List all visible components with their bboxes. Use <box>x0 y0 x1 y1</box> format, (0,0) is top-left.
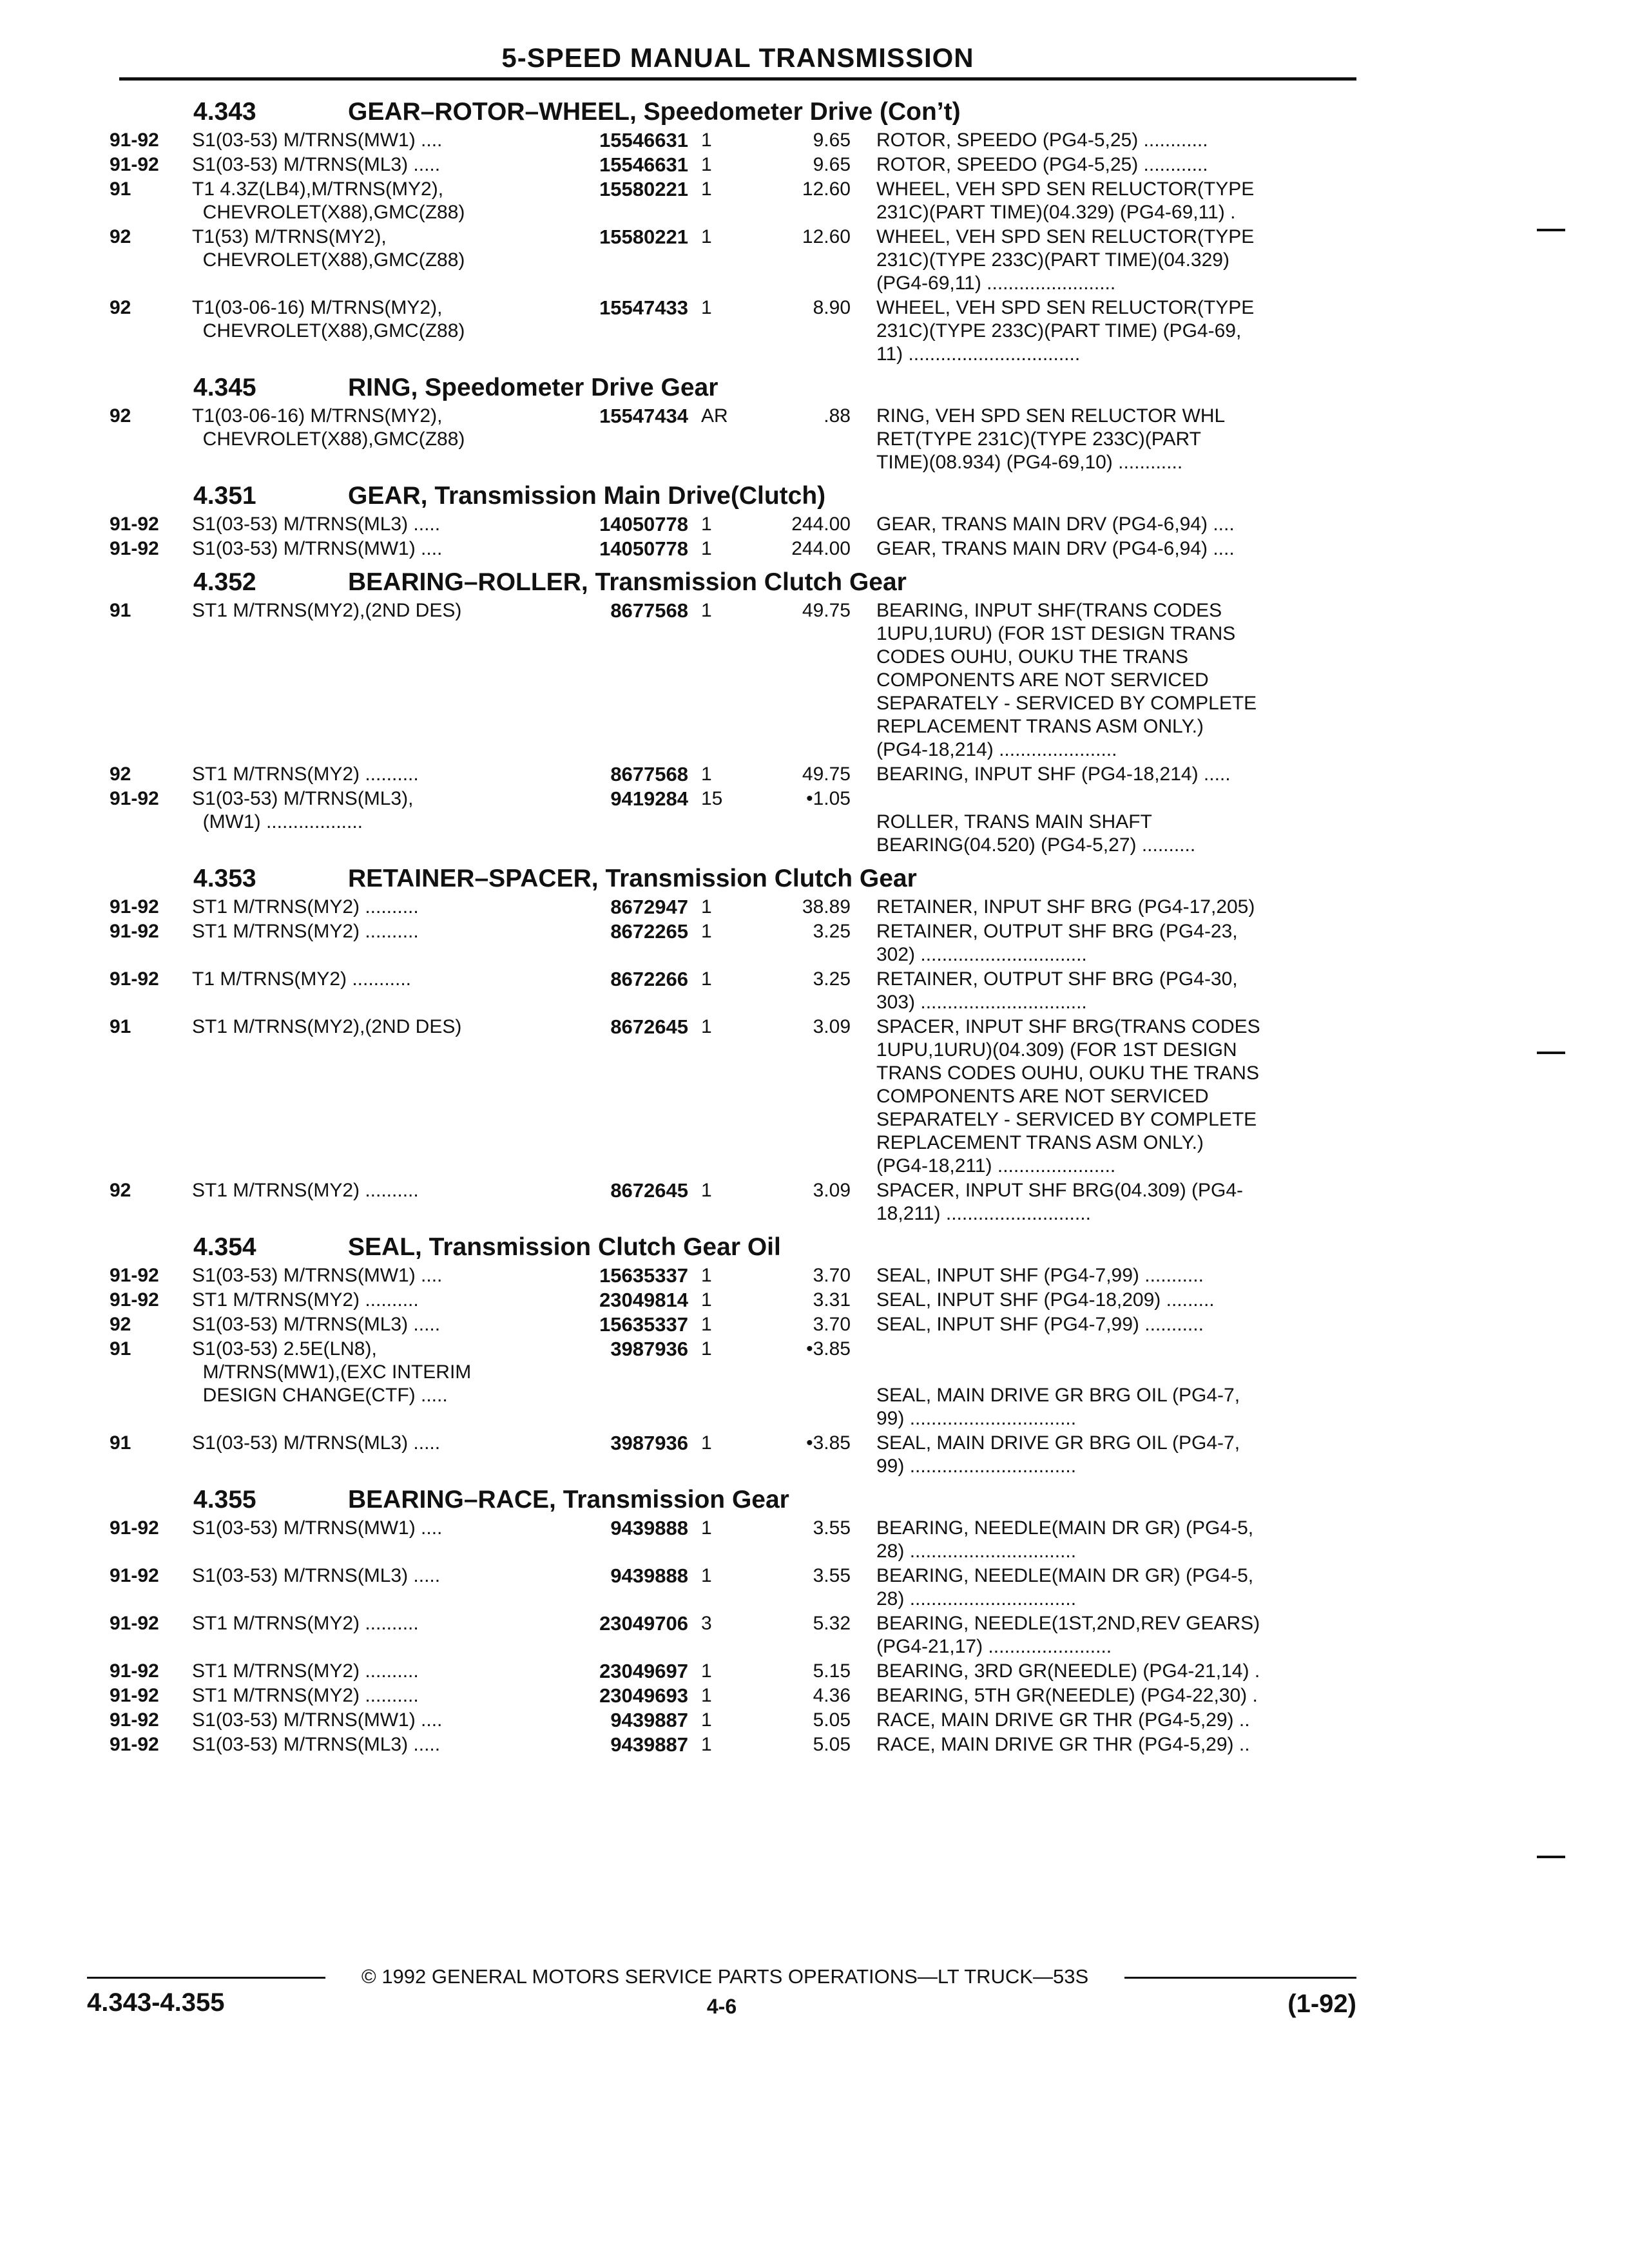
part-entry <box>110 296 1353 366</box>
part-entry <box>110 787 1353 857</box>
section-heading <box>110 482 1353 510</box>
quantity: 1 <box>701 1180 712 1201</box>
quantity: 15 <box>701 788 723 809</box>
quantity: 1 <box>701 1709 712 1731</box>
part-number: 15580221 <box>599 226 688 248</box>
price: 12.60 <box>802 178 851 200</box>
parts-section <box>110 98 1353 366</box>
section-title: GEAR, Transmission Main Drive(Clutch) <box>348 482 826 510</box>
part-number: 9439888 <box>610 1564 688 1587</box>
part-entry <box>110 599 1353 762</box>
model-year: 91-92 <box>110 896 159 918</box>
price: 3.70 <box>813 1265 851 1286</box>
application: ST1 M/TRNS(MY2) .......... <box>192 896 419 918</box>
margin-tick-mark <box>1537 1856 1565 1858</box>
part-description: BEARING, NEEDLE(1ST,2ND,REV GEARS) (PG4-21,17) ....................... <box>876 1613 1260 1657</box>
part-number: 23049706 <box>599 1612 688 1635</box>
model-year: 91-92 <box>110 1685 159 1706</box>
part-number: 9439887 <box>610 1733 688 1756</box>
part-number: 15547434 <box>599 405 688 427</box>
part-description: WHEEL, VEH SPD SEN RELUCTOR(TYPE 231C)(PART TIME)(04.329) (PG4-69,11) . <box>876 178 1255 223</box>
application: S1(03-53) M/TRNS(ML3) ..... <box>192 514 441 535</box>
part-entry <box>110 1564 1353 1611</box>
part-number: 3987936 <box>610 1432 688 1454</box>
quantity: 1 <box>701 1338 712 1360</box>
model-year: 92 <box>110 226 131 247</box>
application: S1(03-53) M/TRNS(ML3) ..... <box>192 1314 441 1335</box>
page-number: 4-6 <box>706 1995 737 2018</box>
section-number: 4.343 <box>193 98 256 126</box>
part-description: SEAL, INPUT SHF (PG4-18,209) ......... <box>876 1289 1215 1311</box>
part-description: BEARING, INPUT SHF (PG4-18,214) ..... <box>876 764 1231 785</box>
application: S1(03-53) M/TRNS(ML3) ..... <box>192 1432 441 1454</box>
quantity: 1 <box>701 1685 712 1706</box>
part-description: ROLLER, TRANS MAIN SHAFT BEARING(04.520) (PG4-5,27) .......... <box>876 811 1196 856</box>
part-number: 8677568 <box>610 599 688 622</box>
application: S1(03-53) M/TRNS(ML3) ..... <box>192 1734 441 1755</box>
part-description: SPACER, INPUT SHF BRG(04.309) (PG4- 18,211) ........................... <box>876 1180 1244 1224</box>
model-year: 91-92 <box>110 1565 159 1586</box>
application: ST1 M/TRNS(MY2),(2ND DES) <box>192 600 462 621</box>
section-heading <box>110 1486 1353 1514</box>
section-title: RING, Speedometer Drive Gear <box>348 374 718 401</box>
application: S1(03-53) M/TRNS(ML3) ..... <box>192 1565 441 1586</box>
quantity: 1 <box>701 896 712 918</box>
part-description: RETAINER, OUTPUT SHF BRG (PG4-30, 303) ............................... <box>876 968 1238 1013</box>
part-entry <box>110 537 1353 561</box>
model-year: 91-92 <box>110 1660 159 1682</box>
part-number: 23049814 <box>599 1289 688 1311</box>
margin-tick-mark <box>1537 1052 1565 1054</box>
model-year: 91-92 <box>110 1289 159 1311</box>
section-title: BEARING–ROLLER, Transmission Clutch Gear <box>348 568 907 596</box>
model-year: 91-92 <box>110 921 159 942</box>
parts-section <box>110 865 1353 1225</box>
section-range: 4.343-4.355 <box>87 1988 225 2017</box>
part-number: 23049693 <box>599 1684 688 1707</box>
application: ST1 M/TRNS(MY2) .......... <box>192 764 419 785</box>
price: 5.32 <box>813 1613 851 1634</box>
part-entry <box>110 1612 1353 1658</box>
model-year: 91 <box>110 600 131 621</box>
part-entry <box>110 1684 1353 1707</box>
part-number: 15546631 <box>599 129 688 151</box>
section-number: 4.354 <box>193 1233 256 1261</box>
model-year: 91-92 <box>110 1265 159 1286</box>
model-year: 91 <box>110 1432 131 1454</box>
quantity: 1 <box>701 226 712 247</box>
part-description: WHEEL, VEH SPD SEN RELUCTOR(TYPE 231C)(TYPE 233C)(PART TIME)(04.329) (PG4-69,11) ........................ <box>876 226 1255 294</box>
model-year: 91 <box>110 1338 131 1360</box>
part-entry <box>110 763 1353 786</box>
model-year: 92 <box>110 764 131 785</box>
part-entry <box>110 1517 1353 1563</box>
part-description: BEARING, 5TH GR(NEEDLE) (PG4-22,30) . <box>876 1685 1258 1706</box>
section-title: RETAINER–SPACER, Transmission Clutch Gear <box>348 865 917 892</box>
model-year: 92 <box>110 1314 131 1335</box>
application: S1(03-53) 2.5E(LN8), M/TRNS(MW1),(EXC INTERIM DESIGN CHANGE(CTF) ..... <box>192 1338 472 1406</box>
part-entry <box>110 513 1353 536</box>
part-description: BEARING, 3RD GR(NEEDLE) (PG4-21,14) . <box>876 1660 1260 1682</box>
part-entry <box>110 178 1353 224</box>
quantity: 1 <box>701 1517 712 1539</box>
model-year: 92 <box>110 297 131 318</box>
price: •3.85 <box>806 1338 851 1360</box>
margin-tick-mark <box>1537 229 1565 231</box>
parts-section <box>110 1233 1353 1478</box>
quantity: 1 <box>701 1016 712 1037</box>
part-number: 15547433 <box>599 296 688 319</box>
part-entry <box>110 1313 1353 1336</box>
price: 4.36 <box>813 1685 851 1706</box>
quantity: 1 <box>701 764 712 785</box>
page-footer <box>87 1965 1356 2036</box>
parts-section <box>110 568 1353 857</box>
application: ST1 M/TRNS(MY2) .......... <box>192 1660 419 1682</box>
part-entry <box>110 405 1353 474</box>
application: S1(03-53) M/TRNS(ML3), (MW1) .................. <box>192 788 414 832</box>
price: 244.00 <box>791 514 851 535</box>
model-year: 91 <box>110 178 131 200</box>
section-heading <box>110 98 1353 126</box>
part-number: 15580221 <box>599 178 688 200</box>
price: •1.05 <box>806 788 851 809</box>
part-description: RETAINER, INPUT SHF BRG (PG4-17,205) <box>876 896 1255 918</box>
part-entry <box>110 1660 1353 1683</box>
price: 3.09 <box>813 1016 851 1037</box>
application: T1 M/TRNS(MY2) ........... <box>192 968 412 990</box>
section-number: 4.345 <box>193 374 256 401</box>
quantity: 1 <box>701 154 712 175</box>
application: S1(03-53) M/TRNS(MW1) .... <box>192 130 443 151</box>
quantity: 1 <box>701 1734 712 1755</box>
part-description: RACE, MAIN DRIVE GR THR (PG4-5,29) .. <box>876 1709 1250 1731</box>
quantity: 1 <box>701 1314 712 1335</box>
quantity: 1 <box>701 600 712 621</box>
part-number: 9439888 <box>610 1517 688 1539</box>
section-title: BEARING–RACE, Transmission Gear <box>348 1486 789 1514</box>
price: 12.60 <box>802 226 851 247</box>
price: .88 <box>824 405 851 427</box>
part-description: WHEEL, VEH SPD SEN RELUCTOR(TYPE 231C)(TYPE 233C)(PART TIME) (PG4-69, 11) ................................ <box>876 297 1255 365</box>
application: S1(03-53) M/TRNS(MW1) .... <box>192 1265 443 1286</box>
part-entry <box>110 1179 1353 1225</box>
application: ST1 M/TRNS(MY2) .......... <box>192 1289 419 1311</box>
price: •3.85 <box>806 1432 851 1454</box>
part-entry <box>110 1733 1353 1756</box>
price: 49.75 <box>802 600 851 621</box>
model-year: 91-92 <box>110 788 159 809</box>
model-year: 91-92 <box>110 1517 159 1539</box>
section-heading <box>110 568 1353 597</box>
part-number: 15546631 <box>599 153 688 176</box>
application: T1 4.3Z(LB4),M/TRNS(MY2), CHEVROLET(X88),GMC(Z88) <box>192 178 465 223</box>
model-year: 91 <box>110 1016 131 1037</box>
footer-rule <box>87 1977 325 1979</box>
part-description: BEARING, INPUT SHF(TRANS CODES 1UPU,1URU) (FOR 1ST DESIGN TRANS CODES OUHU, OUKU THE TRANS COMPONENTS ARE NOT SERVICED SEPARATELY - SERVICED BY COMPLETE REPLACEMENT TRANS ASM ONLY.) (PG4-18,214) ...................... <box>876 600 1257 760</box>
price: 49.75 <box>802 764 851 785</box>
part-entry <box>110 1338 1353 1430</box>
part-number: 15635337 <box>599 1264 688 1287</box>
part-description: ROTOR, SPEEDO (PG4-5,25) ............ <box>876 154 1208 175</box>
part-number: 14050778 <box>599 513 688 535</box>
part-number: 14050778 <box>599 537 688 560</box>
parts-section <box>110 1486 1353 1756</box>
part-entry <box>110 920 1353 966</box>
part-number: 15635337 <box>599 1313 688 1336</box>
part-description: SEAL, INPUT SHF (PG4-7,99) ........... <box>876 1314 1204 1335</box>
application: T1(03-06-16) M/TRNS(MY2), CHEVROLET(X88),GMC(Z88) <box>192 405 465 450</box>
price: 5.05 <box>813 1709 851 1731</box>
part-entry <box>110 129 1353 152</box>
parts-section <box>110 374 1353 474</box>
model-year: 91-92 <box>110 1613 159 1634</box>
application: S1(03-53) M/TRNS(ML3) ..... <box>192 154 441 175</box>
price: 9.65 <box>813 130 851 151</box>
application: S1(03-53) M/TRNS(MW1) .... <box>192 1709 443 1731</box>
model-year: 92 <box>110 405 131 427</box>
part-description: BEARING, NEEDLE(MAIN DR GR) (PG4-5, 28) ............................... <box>876 1517 1254 1562</box>
part-entry <box>110 226 1353 295</box>
price: 9.65 <box>813 154 851 175</box>
part-description: RETAINER, OUTPUT SHF BRG (PG4-23, 302) ............................... <box>876 921 1238 965</box>
price: 38.89 <box>802 896 851 918</box>
revision-date: (1-92) <box>1287 1990 1356 2018</box>
part-number: 8672265 <box>610 920 688 943</box>
section-number: 4.355 <box>193 1486 256 1514</box>
quantity: 1 <box>701 968 712 990</box>
part-entry <box>110 1709 1353 1732</box>
price: 3.31 <box>813 1289 851 1311</box>
part-description: SEAL, INPUT SHF (PG4-7,99) ........... <box>876 1265 1204 1286</box>
page-header <box>119 40 1356 81</box>
section-number: 4.353 <box>193 865 256 892</box>
model-year: 91-92 <box>110 1734 159 1755</box>
part-description: SPACER, INPUT SHF BRG(TRANS CODES 1UPU,1URU)(04.309) (FOR 1ST DESIGN TRANS CODES OUHU, OUKU THE TRANS COMPONENTS ARE NOT SERVICED SEPARATELY - SERVICED BY COMPLETE REPLACEMENT TRANS ASM ONLY.) (PG4-18,211) ...................... <box>876 1016 1260 1177</box>
part-number: 8672645 <box>610 1015 688 1038</box>
part-entry <box>110 153 1353 177</box>
part-number: 8677568 <box>610 763 688 785</box>
part-entry <box>110 1264 1353 1287</box>
model-year: 92 <box>110 1180 131 1201</box>
part-description: ROTOR, SPEEDO (PG4-5,25) ............ <box>876 130 1208 151</box>
quantity: 1 <box>701 1289 712 1311</box>
section-title: SEAL, Transmission Clutch Gear Oil <box>348 1233 781 1261</box>
price: 3.55 <box>813 1517 851 1539</box>
price: 3.25 <box>813 921 851 942</box>
application: T1(03-06-16) M/TRNS(MY2), CHEVROLET(X88),GMC(Z88) <box>192 297 465 341</box>
part-description: SEAL, MAIN DRIVE GR BRG OIL (PG4-7, 99) ............................... <box>876 1385 1240 1429</box>
application: ST1 M/TRNS(MY2) .......... <box>192 1613 419 1634</box>
section-heading <box>110 374 1353 402</box>
parts-section <box>110 482 1353 561</box>
application: S1(03-53) M/TRNS(MW1) .... <box>192 1517 443 1539</box>
part-number: 8672947 <box>610 896 688 918</box>
part-number: 8672645 <box>610 1179 688 1202</box>
parts-list <box>110 90 1353 1756</box>
quantity: 1 <box>701 1432 712 1454</box>
section-title: GEAR–ROTOR–WHEEL, Speedometer Drive (Con’t) <box>348 98 961 126</box>
quantity: 1 <box>701 178 712 200</box>
application: ST1 M/TRNS(MY2) .......... <box>192 1685 419 1706</box>
quantity: 3 <box>701 1613 712 1634</box>
quantity: AR <box>701 405 728 427</box>
part-description: GEAR, TRANS MAIN DRV (PG4-6,94) .... <box>876 538 1235 559</box>
application: S1(03-53) M/TRNS(MW1) .... <box>192 538 443 559</box>
price: 3.55 <box>813 1565 851 1586</box>
part-number: 23049697 <box>599 1660 688 1682</box>
footer-rule <box>1124 1977 1356 1979</box>
quantity: 1 <box>701 1565 712 1586</box>
application: T1(53) M/TRNS(MY2), CHEVROLET(X88),GMC(Z88) <box>192 226 465 271</box>
application: ST1 M/TRNS(MY2),(2ND DES) <box>192 1016 462 1037</box>
part-description: SEAL, MAIN DRIVE GR BRG OIL (PG4-7, 99) ............................... <box>876 1432 1240 1477</box>
copyright-notice: © 1992 GENERAL MOTORS SERVICE PARTS OPERATIONS—LT TRUCK—53S <box>361 1965 1089 1988</box>
price: 3.09 <box>813 1180 851 1201</box>
section-heading <box>110 865 1353 893</box>
model-year: 91-92 <box>110 538 159 559</box>
price: 5.15 <box>813 1660 851 1682</box>
part-number: 9439887 <box>610 1709 688 1731</box>
part-entry <box>110 1015 1353 1178</box>
part-description: RING, VEH SPD SEN RELUCTOR WHL RET(TYPE 231C)(TYPE 233C)(PART TIME)(08.934) (PG4-69,10) ............ <box>876 405 1226 473</box>
quantity: 1 <box>701 538 712 559</box>
part-description: GEAR, TRANS MAIN DRV (PG4-6,94) .... <box>876 514 1235 535</box>
quantity: 1 <box>701 130 712 151</box>
part-description: RACE, MAIN DRIVE GR THR (PG4-5,29) .. <box>876 1734 1250 1755</box>
part-number: 3987936 <box>610 1338 688 1360</box>
price: 5.05 <box>813 1734 851 1755</box>
part-description: BEARING, NEEDLE(MAIN DR GR) (PG4-5, 28) ............................... <box>876 1565 1254 1610</box>
application: ST1 M/TRNS(MY2) .......... <box>192 1180 419 1201</box>
application: ST1 M/TRNS(MY2) .......... <box>192 921 419 942</box>
part-number: 9419284 <box>610 787 688 810</box>
page-title: 5-SPEED MANUAL TRANSMISSION <box>501 43 974 73</box>
section-number: 4.352 <box>193 568 256 596</box>
price: 244.00 <box>791 538 851 559</box>
quantity: 1 <box>701 514 712 535</box>
section-heading <box>110 1233 1353 1262</box>
section-number: 4.351 <box>193 482 256 510</box>
model-year: 91-92 <box>110 154 159 175</box>
part-entry <box>110 1289 1353 1312</box>
quantity: 1 <box>701 921 712 942</box>
quantity: 1 <box>701 1660 712 1682</box>
quantity: 1 <box>701 297 712 318</box>
price: 3.25 <box>813 968 851 990</box>
price: 3.70 <box>813 1314 851 1335</box>
model-year: 91-92 <box>110 514 159 535</box>
part-entry <box>110 896 1353 919</box>
model-year: 91-92 <box>110 130 159 151</box>
part-number: 8672266 <box>610 968 688 990</box>
model-year: 91-92 <box>110 968 159 990</box>
quantity: 1 <box>701 1265 712 1286</box>
model-year: 91-92 <box>110 1709 159 1731</box>
part-entry <box>110 968 1353 1014</box>
part-entry <box>110 1432 1353 1478</box>
price: 8.90 <box>813 297 851 318</box>
